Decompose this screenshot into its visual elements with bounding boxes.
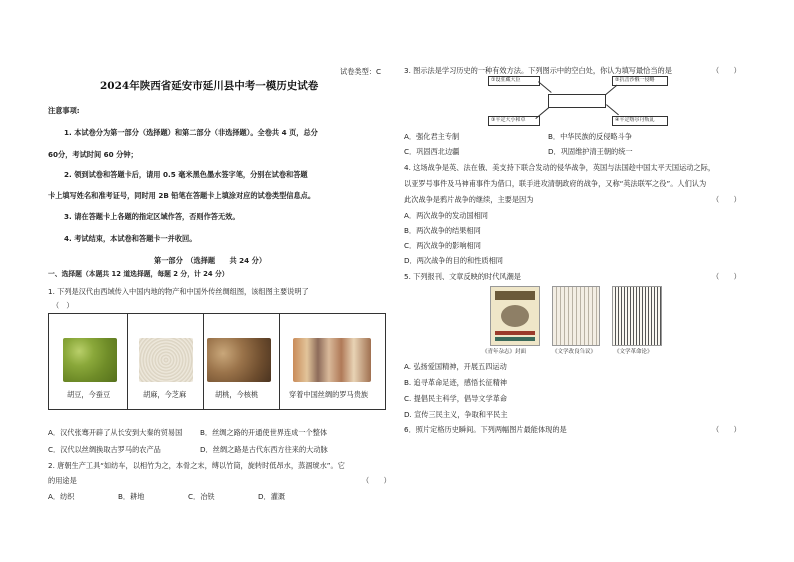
note-line: 60分，考试时间 60 分钟；: [48, 150, 138, 159]
q4-paren: （ ）: [712, 195, 741, 204]
q2-option: B．耕地: [118, 492, 145, 501]
q1-option-a: A．汉代张骞开辟了从长安到大秦的贸易国: [48, 428, 183, 437]
exam-type: 试卷类型：C: [340, 67, 381, 76]
blank-center-box: [548, 94, 606, 108]
youth-magazine-cover-image: [490, 286, 540, 346]
q5-option: A. 弘扬爱国精神，开展五四运动: [404, 362, 507, 371]
q5-caption: 《文学革命论》: [614, 349, 653, 355]
note-line: 卡上填写姓名和准考证号，同时用 2B 铅笔在答题卡上填涂对应的试卷类型信息点。: [48, 191, 316, 200]
q4-option: D．两次战争的目的和性质相同: [404, 256, 503, 265]
q1-option-b: B．丝绸之路的开通使世界连成一个整体: [200, 428, 328, 437]
q1-image-grid: [48, 313, 386, 410]
q5-option: C. 提倡民主科学，倡导文学革命: [404, 394, 508, 403]
sesame-image: [139, 338, 193, 382]
q3-stem: 3. 图示法是学习历史的一种有效方法。下列图示中的空白处，你认为填写最恰当的是: [404, 66, 672, 75]
q5-option: D. 宣传三民主义，争取和平民主: [404, 410, 508, 419]
q5-option: B. 追寻革命足迹，感悟长征精神: [404, 378, 507, 387]
q4-option: C．两次战争的影响相同: [404, 241, 481, 250]
q2-paren: （ ）: [362, 476, 391, 485]
q5-stem: 5. 下列报刊、文章反映的时代风潮是: [404, 272, 521, 281]
q1-stem: 1. 下列是汉代由西域传入中国内地的物产和中国外传丝绸组图，该组图主要说明了: [48, 287, 309, 296]
note-line: 2. 领到试卷和答题卡后，请用 0.5 毫米黑色墨水签字笔，分别在试卷和答题: [64, 170, 308, 179]
q4-stem: 以亚罗号事件及马神甫事件为借口，联手进攻清朝政府的战争，又称“英法联军之役”。人们认为: [404, 179, 707, 188]
diagram-box-2: ②抗击沙俄一侵略: [612, 76, 668, 86]
q1-caption: 胡桃，今核桃: [215, 390, 259, 399]
broad-bean-image: [63, 338, 117, 382]
diagram-box-3: ③平定大小和卓: [488, 116, 540, 126]
q2-option: D．灌溉: [258, 492, 286, 501]
note-line: 1. 本试卷分为第一部分（选择题）和第二部分（非选择题）。全卷共 4 页，总分: [64, 128, 318, 137]
literary-revolution-article-image: [612, 286, 662, 346]
roman-nobles-image: [293, 338, 371, 382]
q4-stem: 此次战争是鸦片战争的继续，主要是因为: [404, 195, 534, 204]
q3-paren: （ ）: [712, 66, 741, 75]
q2-option: C．冶铁: [188, 492, 215, 501]
q4-option: B．两次战争的结果相同: [404, 226, 481, 235]
q6-stem: 6．照片定格历史瞬间。下列两幅图片最能体现的是: [404, 425, 567, 434]
q5-caption: 《青年杂志》封面: [482, 349, 527, 355]
q2-stem: 2. 唐朝生产工具“如纺车，以相竹为之，本骨之末，缚以竹筒，旋转时低昂水，蒸涸琥水”。它: [48, 461, 345, 470]
section-heading: 一、选择题（本题共 12 道选择题，每题 2 分，计 24 分）: [48, 270, 229, 278]
literary-reform-article-image: [552, 286, 600, 346]
q1-paren: （ ）: [52, 301, 74, 310]
q5-caption: 《文学改良刍议》: [552, 349, 597, 355]
note-line: 3. 请在答题卡上各题的指定区域作答，否则作答无效。: [64, 212, 240, 221]
q5-paren: （ ）: [712, 272, 741, 281]
q1-option-d: D．丝绸之路是古代东西方往来的大动脉: [200, 445, 328, 454]
q1-caption: 穿着中国丝绸的罗马贵族: [289, 390, 369, 399]
q3-option-d: D．巩固维护清王朝的统一: [548, 147, 633, 156]
part1-heading: 第一部分 （选择题 共 24 分）: [154, 256, 267, 265]
q2-option: A．纺织: [48, 492, 75, 501]
connector-line: [535, 107, 549, 119]
q6-paren: （ ）: [712, 425, 741, 434]
q3-option-b: B．中华民族的反侵略斗争: [548, 132, 632, 141]
q2-stem-cont: 的用途是: [48, 476, 77, 485]
connector-line: [606, 104, 619, 115]
diagram-box-4: ④平定喀尔丹叛乱: [612, 116, 668, 126]
connector-line: [538, 81, 552, 93]
q1-caption: 胡麻，今芝麻: [143, 390, 187, 399]
diagram-box-1: ①设驻藏大臣: [488, 76, 540, 86]
q1-caption: 胡豆，今蚕豆: [67, 390, 111, 399]
q1-option-c: C．汉代以丝绸换取古罗马的农产品: [48, 445, 161, 454]
q4-option: A．两次战争的发动国相同: [404, 211, 488, 220]
connector-line: [605, 85, 617, 95]
page-title: 2024年陕西省延安市延川县中考一模历史试卷: [100, 80, 319, 92]
q3-option-c: C．巩固西北边疆: [404, 147, 460, 156]
walnut-image: [207, 338, 271, 382]
q3-option-a: A．强化君主专制: [404, 132, 460, 141]
notes-heading: 注意事项:: [48, 106, 80, 115]
q4-stem: 4. 这场战争是英、法在俄、美支持下联合发动的侵华战争，英国与法国趁中国太平天国运动之际，: [404, 163, 716, 172]
note-line: 4. 考试结束，本试卷和答题卡一并收回。: [64, 234, 197, 243]
